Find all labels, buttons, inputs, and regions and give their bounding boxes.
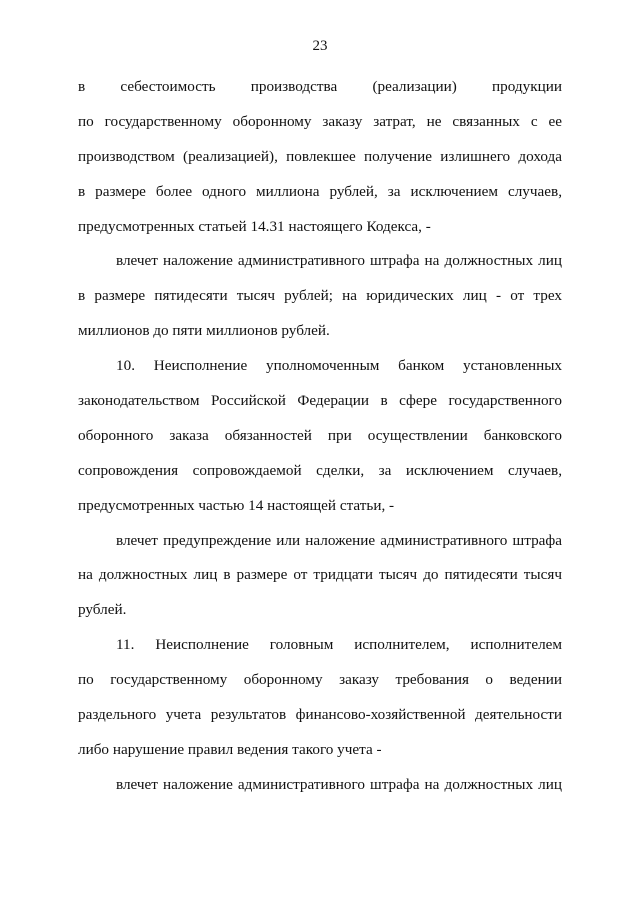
document-body <box>78 70 562 803</box>
text-line: в размере более одного миллиона рублей, за исключением случаев, <box>78 182 562 200</box>
text-line: в себестоимость производства (реализации) продукции <box>78 78 562 95</box>
text-line: либо нарушение правил ведения такого учета - <box>78 740 382 758</box>
text-line: 11. Неисполнение головным исполнителем, исполнителем <box>116 636 562 654</box>
text-line: влечет предупреждение или наложение административного штрафа <box>116 531 562 549</box>
text-line: в размере пятидесяти тысяч рублей; на юридических лиц - от трех <box>78 287 562 305</box>
page-number: 23 <box>312 38 328 54</box>
text-line: влечет наложение административного штрафа на должностных лиц <box>116 775 562 793</box>
text-line: законодательством Российской Федерации в сфере государственного <box>78 392 562 410</box>
text-line: по государственному оборонному заказу требования о ведении <box>78 671 562 689</box>
text-line: влечет наложение административного штрафа на должностных лиц <box>116 252 562 270</box>
paragraph <box>78 524 562 629</box>
paragraph <box>78 628 562 768</box>
text-line: на должностных лиц в размере от тридцати тысяч до пятидесяти тысяч <box>78 566 562 584</box>
text-line: 10. Неисполнение уполномоченным банком установленных <box>116 357 562 375</box>
text-line: по государственному оборонному заказу затрат, не связанных с ее <box>78 112 562 130</box>
text-line: производством (реализацией), повлекшее получение излишнего дохода <box>78 147 562 165</box>
text-line: миллионов до пяти миллионов рублей. <box>78 322 330 340</box>
paragraph <box>78 70 562 244</box>
text-line: сопровождения сопровождаемой сделки, за исключением случаев, <box>78 461 562 479</box>
text-line: рублей. <box>78 601 127 619</box>
paragraph <box>78 349 562 523</box>
paragraph <box>78 244 562 349</box>
text-line: раздельного учета результатов финансово-хозяйственной деятельности <box>78 706 562 724</box>
text-line: оборонного заказа обязанностей при осуществлении банковского <box>78 426 562 444</box>
text-line: предусмотренных частью 14 настоящей статьи, - <box>78 496 395 514</box>
paragraph <box>78 768 562 803</box>
text-line: предусмотренных статьей 14.31 настоящего Кодекса, - <box>78 217 431 235</box>
